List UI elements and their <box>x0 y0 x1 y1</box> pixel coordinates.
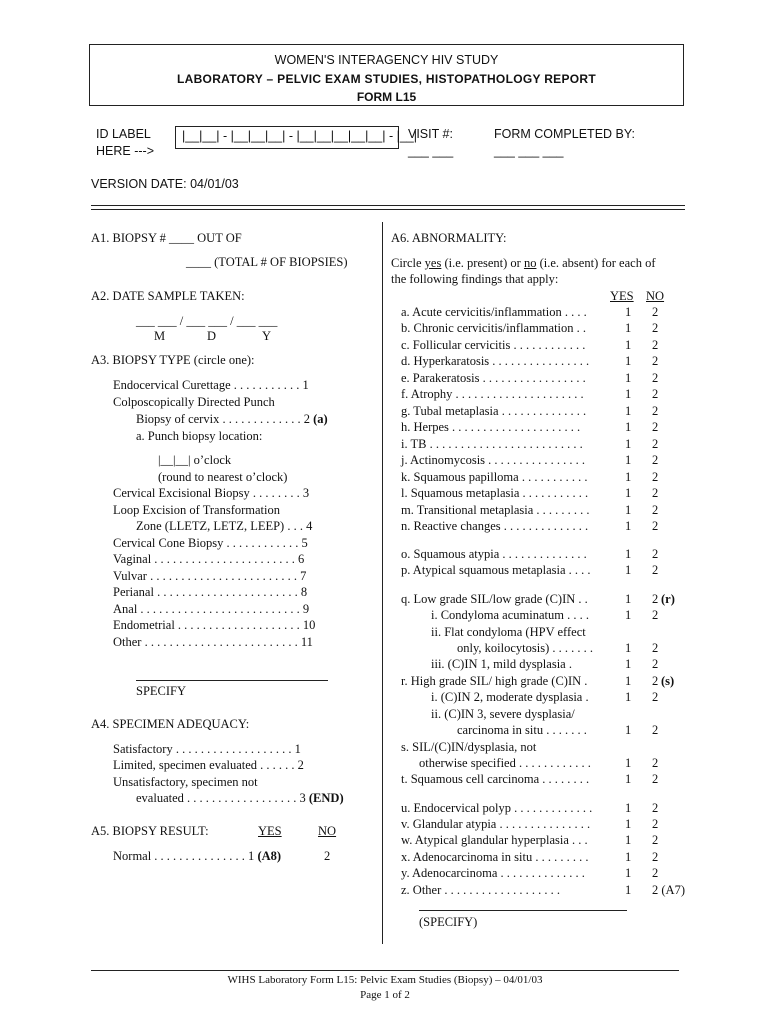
a6-item-text: otherwise specified . . . . . . . . . . . . <box>419 756 591 770</box>
a6-item-text: k. Squamous papilloma . . . . . . . . . . . <box>401 470 588 484</box>
a6-item-yes[interactable]: 1 <box>625 723 632 737</box>
a6-item-text: w. Atypical glandular hyperplasia . . . <box>401 833 588 847</box>
a5-label: A5. BIOPSY RESULT: <box>91 824 209 838</box>
a5-normal-text: Normal . . . . . . . . . . . . . . . 1 <box>113 849 255 863</box>
a4-option-3[interactable] <box>136 791 344 806</box>
a6-item-yes[interactable]: 1 <box>625 592 632 606</box>
a6-item-no[interactable]: 2 <box>652 657 659 671</box>
a3-option-5[interactable]: Cervical Cone Biopsy . . . . . . . . . . . . 5 <box>113 536 308 550</box>
a4-option-1[interactable]: Satisfactory . . . . . . . . . . . . . . . . . . . 1 <box>113 742 301 756</box>
form-completed-label: FORM COMPLETED BY: <box>494 127 635 141</box>
form-title: LABORATORY – PELVIC EXAM STUDIES, HISTOPATHOLOGY REPORT <box>177 72 596 86</box>
a6-item-yes[interactable]: 1 <box>625 519 632 533</box>
a4-option-2[interactable]: Limited, specimen evaluated . . . . . . 2 <box>113 758 304 772</box>
a6-item-no[interactable]: 2 <box>652 338 659 352</box>
a6-item-text: ii. Flat condyloma (HPV effect <box>431 625 586 639</box>
a1-label: A1. BIOPSY # ____ OUT OF <box>91 231 242 245</box>
a6-item-no[interactable]: 2 <box>652 387 659 401</box>
a6-item-no[interactable]: 2 <box>652 519 659 533</box>
a2-date-blanks[interactable]: ___ ___ / ___ ___ / ___ ___ <box>136 314 278 328</box>
a6-item-no[interactable]: 2 <box>652 592 659 606</box>
footer-title: WIHS Laboratory Form L15: Pelvic Exam Studies (Biopsy) – 04/01/03 <box>227 974 543 986</box>
a6-item-no[interactable]: 2 <box>652 866 659 880</box>
a6-no-header: NO <box>646 289 665 303</box>
a6-item-yes[interactable]: 1 <box>625 453 632 467</box>
a6-item-yes[interactable]: 1 <box>625 338 632 352</box>
a6-item-yes[interactable]: 1 <box>625 563 632 577</box>
a6-item-no[interactable]: 2 <box>652 420 659 434</box>
version-date: VERSION DATE: 04/01/03 <box>91 177 239 191</box>
a3-option-8[interactable]: Perianal . . . . . . . . . . . . . . . . . . . . . . . 8 <box>113 585 308 599</box>
a2-month: M <box>154 329 166 343</box>
a6-item-text: carcinoma in situ . . . . . . . <box>457 723 587 737</box>
a6-item-text: t. Squamous cell carcinoma . . . . . . . . <box>401 772 590 786</box>
a3-round-note: (round to nearest o’clock) <box>158 470 288 484</box>
a6-item-text: e. Parakeratosis . . . . . . . . . . . . . . . . . <box>401 371 586 385</box>
a6-item-yes[interactable]: 1 <box>625 354 632 368</box>
a6-item-yes[interactable]: 1 <box>625 470 632 484</box>
a6-item-yes[interactable]: 1 <box>625 817 632 831</box>
a6-item-text: a. Acute cervicitis/inflammation . . . . <box>401 305 587 319</box>
a3-option-6[interactable]: Vaginal . . . . . . . . . . . . . . . . . . . . . . . 6 <box>113 552 305 566</box>
a6-item-no[interactable]: 2 <box>652 305 659 319</box>
a3-option-11[interactable]: Other . . . . . . . . . . . . . . . . . . . . . . . . . 11 <box>113 635 313 649</box>
a4-option-3-line1: Unsatisfactory, specimen not <box>113 775 258 789</box>
a6-item-text: g. Tubal metaplasia . . . . . . . . . . . . . . <box>401 404 587 418</box>
a6-item-text: p. Atypical squamous metaplasia . . . . <box>401 563 591 577</box>
a2-label: A2. DATE SAMPLE TAKEN: <box>91 289 245 303</box>
a6-item-yes[interactable]: 1 <box>625 420 632 434</box>
a4-label: A4. SPECIMEN ADEQUACY: <box>91 717 250 731</box>
a6-item-no[interactable]: 2 <box>652 453 659 467</box>
a6-instr-yes: yes <box>424 256 442 270</box>
form-header <box>89 44 684 106</box>
a6-item-no[interactable]: 2 <box>652 801 659 815</box>
footer-page: Page 1 of 2 <box>360 989 410 1001</box>
a6-item-text: v. Glandular atypia . . . . . . . . . . . . . . . <box>401 817 591 831</box>
a3-option-2-text: Biopsy of cervix . . . . . . . . . . . . . 2 <box>136 412 310 426</box>
a3-specify-line[interactable] <box>136 680 328 681</box>
a6-item-yes[interactable]: 1 <box>625 437 632 451</box>
a6-instructions-2: the following findings that apply: <box>391 272 559 286</box>
a6-item-text: y. Adenocarcinoma . . . . . . . . . . . . . . <box>401 866 585 880</box>
a6-item-no[interactable]: 2 <box>652 833 659 847</box>
a6-item-text: q. Low grade SIL/low grade (C)IN . . <box>401 592 588 606</box>
a5-yes-header: YES <box>258 824 282 838</box>
a4-end-skip: (END) <box>308 791 344 805</box>
a6-item-yes[interactable]: 1 <box>625 657 632 671</box>
a1-total[interactable]: ____ (TOTAL # OF BIOPSIES) <box>186 255 348 269</box>
a6-item-yes[interactable]: 1 <box>625 608 632 622</box>
a6-item-no[interactable]: 2 <box>652 486 659 500</box>
a6-instr-pre: Circle <box>391 256 425 270</box>
id-label-box[interactable] <box>175 126 417 149</box>
a6-item-no[interactable]: 2 <box>652 354 659 368</box>
a6-item-text: m. Transitional metaplasia . . . . . . . . . <box>401 503 590 517</box>
a6-item-yes[interactable]: 1 <box>625 321 632 335</box>
a6-item-text: iii. (C)IN 1, mild dysplasia . <box>431 657 572 671</box>
a3-option-10[interactable]: Endometrial . . . . . . . . . . . . . . . . . . . . 10 <box>113 618 316 632</box>
form-number: FORM L15 <box>356 90 417 104</box>
id-label: ID LABEL <box>96 127 151 141</box>
a6-item-text: f. Atrophy . . . . . . . . . . . . . . . . . . . . . <box>401 387 584 401</box>
a6-specify-line[interactable] <box>419 910 627 911</box>
id-here: HERE ---> <box>96 144 154 158</box>
a6-item-yes[interactable]: 1 <box>625 547 632 561</box>
a3-option-3[interactable]: Cervical Excisional Biopsy . . . . . . . . 3 <box>113 486 310 500</box>
a6-instr-mid: (i.e. present) or <box>441 256 524 270</box>
a5-no-header: NO <box>318 824 337 838</box>
a6-item-no[interactable]: 2 <box>652 404 659 418</box>
a6-instr-no: no <box>523 256 537 270</box>
a6-item-yes[interactable]: 1 <box>625 850 632 864</box>
a6-item-yes[interactable]: 1 <box>625 641 632 655</box>
a6-item-yes[interactable]: 1 <box>625 833 632 847</box>
a6-item-no[interactable]: 2 <box>652 641 659 655</box>
a6-item-yes[interactable]: 1 <box>625 772 632 786</box>
a5-normal[interactable] <box>113 849 281 864</box>
form-completed-blanks[interactable]: ___ ___ ___ <box>494 144 564 158</box>
a6-item-text: j. Actinomycosis . . . . . . . . . . . . . . . . <box>401 453 586 467</box>
a6-item-yes[interactable]: 1 <box>625 690 632 704</box>
a3-option-2-skip: (a) <box>313 412 328 426</box>
a6-item-no[interactable]: 2 <box>652 547 659 561</box>
id-template: |__|__| - |__|__|__| - |__|__|__|__|__| - |__| <box>182 129 417 143</box>
footer-rule <box>91 970 679 971</box>
a5-normal-no[interactable]: 2 <box>324 849 331 863</box>
a6-item-no[interactable]: 2 <box>652 723 659 737</box>
a6-yes-header: YES <box>610 289 634 303</box>
a6-item-no[interactable]: 2 (A7) <box>652 883 685 897</box>
a6-item-text: ii. (C)IN 3, severe dysplasia/ <box>431 707 575 721</box>
a3-option-1[interactable]: Endocervical Curettage . . . . . . . . . . . 1 <box>113 378 309 392</box>
a6-item-yes[interactable]: 1 <box>625 305 632 319</box>
a3-option-2-line1: Colposcopically Directed Punch <box>113 395 275 409</box>
a6-item-skip: (s) <box>661 674 675 688</box>
a3-option-2[interactable] <box>136 412 328 427</box>
a6-item-text: c. Follicular cervicitis . . . . . . . . . . . . <box>401 338 586 352</box>
a6-item-text: x. Adenocarcinoma in situ . . . . . . . . . <box>401 850 589 864</box>
a6-item-no[interactable]: 2 <box>652 371 659 385</box>
a6-item-yes[interactable]: 1 <box>625 503 632 517</box>
a3-label: A3. BIOPSY TYPE (circle one): <box>91 353 255 367</box>
a4-option-3-text: evaluated . . . . . . . . . . . . . . . . . . 3 <box>136 791 306 805</box>
a6-item-text: u. Endocervical polyp . . . . . . . . . . . . . <box>401 801 593 815</box>
a6-item-no[interactable]: 2 <box>652 690 659 704</box>
divider-bottom <box>91 209 685 210</box>
a6-item-no[interactable]: 2 <box>652 503 659 517</box>
a6-item-text: b. Chronic cervicitis/inflammation . . <box>401 321 587 335</box>
a6-specify: (SPECIFY) <box>419 915 478 929</box>
a6-item-yes[interactable]: 1 <box>625 486 632 500</box>
a6-item-no[interactable]: 2 <box>652 608 659 622</box>
a6-item-yes[interactable]: 1 <box>625 387 632 401</box>
a6-item-yes[interactable]: 1 <box>625 883 632 897</box>
a6-item-no[interactable]: 2 <box>652 772 659 786</box>
a6-item-text: i. Condyloma acuminatum . . . . <box>431 608 589 622</box>
a6-item-text: only, koilocytosis) . . . . . . . <box>457 641 593 655</box>
divider-top <box>91 205 685 206</box>
a6-item-yes[interactable]: 1 <box>625 756 632 770</box>
a3-option-9[interactable]: Anal . . . . . . . . . . . . . . . . . . . . . . . . . . 9 <box>113 602 310 616</box>
a6-item-yes[interactable]: 1 <box>625 801 632 815</box>
a6-item-text: s. SIL/(C)IN/dysplasia, not <box>401 740 537 754</box>
a3-option-7[interactable]: Vulvar . . . . . . . . . . . . . . . . . . . . . . . . 7 <box>113 569 307 583</box>
a3-specify: SPECIFY <box>136 684 187 698</box>
a6-item-text: d. Hyperkaratosis . . . . . . . . . . . . . . . . <box>401 354 590 368</box>
a6-item-text: i. TB . . . . . . . . . . . . . . . . . . . . . . . . . <box>401 437 583 451</box>
a6-item-no[interactable]: 2 <box>652 817 659 831</box>
a6-item-text: z. Other . . . . . . . . . . . . . . . . . . . <box>401 883 561 897</box>
a6-label: A6. ABNORMALITY: <box>391 231 507 245</box>
a6-item-no[interactable]: 2 <box>652 321 659 335</box>
a5-normal-skip: (A8) <box>257 849 282 863</box>
a2-year: Y <box>262 329 272 343</box>
a6-item-yes[interactable]: 1 <box>625 404 632 418</box>
a6-instr-post: (i.e. absent) for each of <box>536 256 656 270</box>
a6-item-text: n. Reactive changes . . . . . . . . . . . . . . <box>401 519 589 533</box>
a3-punch-location: a. Punch biopsy location: <box>136 429 263 443</box>
a3-option-4-line1: Loop Excision of Transformation <box>113 503 281 517</box>
visit-label: VISIT #: <box>408 127 453 141</box>
a6-item-yes[interactable]: 1 <box>625 674 632 688</box>
a2-day: D <box>207 329 217 343</box>
a6-item-no[interactable]: 2 <box>652 563 659 577</box>
a6-item-text: l. Squamous metaplasia . . . . . . . . . . . <box>401 486 589 500</box>
a6-item-text: r. High grade SIL/ high grade (C)IN . <box>401 674 588 688</box>
column-divider <box>382 222 383 944</box>
a6-item-text: h. Herpes . . . . . . . . . . . . . . . . . . . . . <box>401 420 581 434</box>
a6-item-skip: (r) <box>661 592 675 606</box>
a6-item-no[interactable]: 2 <box>652 437 659 451</box>
a6-item-no[interactable]: 2 <box>652 756 659 770</box>
a6-item-yes[interactable]: 1 <box>625 866 632 880</box>
a6-item-no[interactable]: 2 <box>652 470 659 484</box>
a6-item-text: i. (C)IN 2, moderate dysplasia . <box>431 690 589 704</box>
a3-option-4[interactable]: Zone (LLETZ, LETZ, LEEP) . . . 4 <box>136 519 313 533</box>
a6-item-yes[interactable]: 1 <box>625 371 632 385</box>
a6-item-no[interactable]: 2 <box>652 674 659 688</box>
visit-blanks[interactable]: ___ ___ <box>408 144 454 158</box>
study-title: WOMEN'S INTERAGENCY HIV STUDY <box>274 53 499 67</box>
a3-oclock[interactable]: |__|__| o’clock <box>158 453 232 467</box>
a6-item-no[interactable]: 2 <box>652 850 659 864</box>
a6-item-text: o. Squamous atypia . . . . . . . . . . . . . . <box>401 547 587 561</box>
a6-instructions <box>391 256 656 271</box>
